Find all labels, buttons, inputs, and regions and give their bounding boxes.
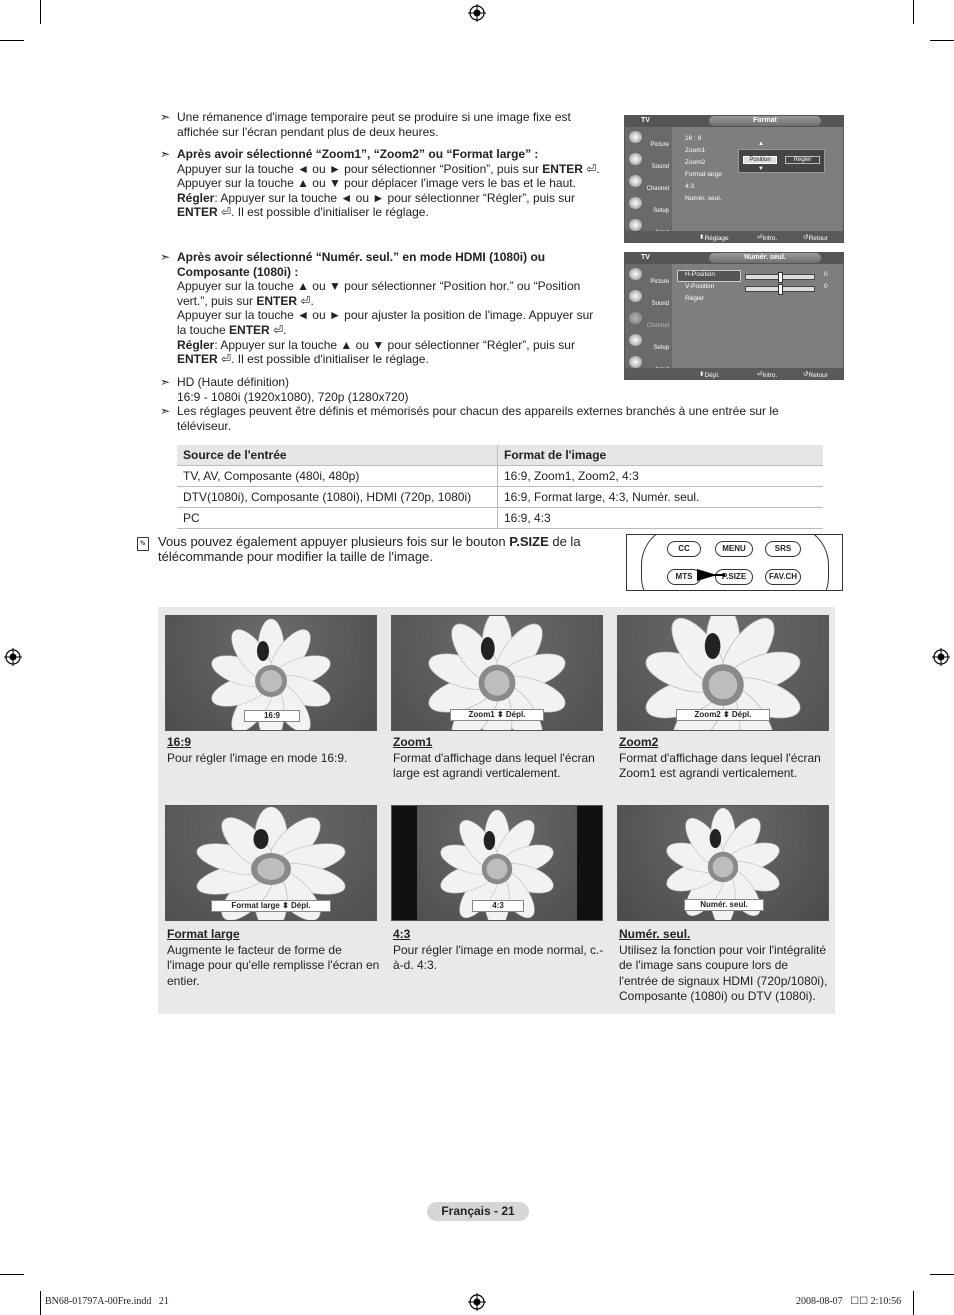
note-hd: ➣ HD (Haute définition) 16:9 - 1080i (1920x1080), 720p (1280x720) <box>160 375 409 404</box>
osd-just-scan-menu: TV Numér. seul. Picture Sound Channel Setup H-Position V-Position Régler 0 0 ⬍ Dépl. ⏎ Intro. ↺ Retour <box>624 252 844 380</box>
caption-zoom1: Zoom1 Format d'affichage dans lequel l'écran large est agrandi verticalement. <box>393 735 595 781</box>
channel-icon <box>629 175 642 187</box>
mode-label: Zoom2 ⬍ Dépl. <box>676 709 770 721</box>
option-position[interactable]: Position <box>743 156 777 164</box>
option-regler[interactable]: Régler <box>785 156 820 164</box>
setup-icon <box>629 334 642 346</box>
note-zoom: ➣ Après avoir sélectionné “Zoom1”, “Zoom2” ou “Format large” : Appuyer sur la touche ◄ ou ► pour sélectionner “Position”, puis sur ENTER ⏎. Appuyer sur la touche ▲ ou ▼ pour déplacer l'image vers le bas et le haut. Régler: Appuyer sur la touche ◄ ou ► pour sélectionner “Régler”, puis sur ENTER ⏎. Il est possible d'initialiser le réglage. <box>160 147 600 220</box>
note-settings: ➣ Les réglages peuvent être définis et mémorisés pour chacun des appareils externes branchés à une entrée sur le téléviseur. <box>160 404 779 433</box>
table-row: PC 16:9, 4:3 <box>177 508 823 529</box>
table-header: Source de l'entrée <box>177 445 498 466</box>
enter-icon: ⏎ <box>300 293 311 308</box>
psize-note: Vous pouvez également appuyer plusieurs fois sur le bouton P.SIZE de la télécommande pour modifier la taille de l'image. <box>158 534 581 564</box>
h-position-label[interactable]: H-Position <box>685 271 715 278</box>
crop-mark <box>0 40 24 41</box>
print-date: 2008-08-07 ☐☐ 2:10:56 <box>796 1296 902 1307</box>
crop-mark <box>913 1291 914 1315</box>
osd-hint-return: ↺ Retour <box>803 234 828 242</box>
h-position-slider[interactable] <box>745 274 815 280</box>
h-position-value: 0 <box>824 271 828 278</box>
registration-mark-icon <box>468 1293 486 1311</box>
preview-numer-seul <box>617 805 829 921</box>
note-just-scan: ➣ Après avoir sélectionné “Numér. seul.” en mode HDMI (1080i) ou Composante (1080i) : Appuyer sur la touche ▲ ou ▼ pour sélectionner “Position hor.” ou “Position vert.”, puis sur ENTER ⏎. Appuyer sur la touche ◄ ou ► pour ajuster la position de l'image. Appuyer sur la touche ENTER ⏎. Régler: Appuyer sur la touche ▲ ou ▼ pour sélectionner “Régler”, puis sur ENTER ⏎. Il est possible d'initialiser le réglage. <box>160 250 594 367</box>
channel-icon <box>629 312 642 324</box>
input-icon <box>629 356 642 368</box>
cc-button[interactable]: CC <box>667 541 701 557</box>
preview-16-9 <box>165 615 377 731</box>
input-icon <box>629 219 642 231</box>
registration-mark-icon <box>4 648 22 666</box>
favch-button[interactable]: FAV.CH <box>765 569 801 585</box>
enter-icon: ⏎ <box>221 205 232 220</box>
caption-zoom2: Zoom2 Format d'affichage dans lequel l'écran Zoom1 est agrandi verticalement. <box>619 735 821 781</box>
registration-mark-icon <box>468 4 486 22</box>
osd-sidebar: Picture Sound Channel Setup <box>625 264 672 368</box>
osd-hint-adjust: ⬍ Réglage <box>699 234 729 242</box>
page-number: Français - 21 <box>427 1202 529 1221</box>
v-position-value: 0 <box>824 283 828 290</box>
caption-16-9: 16:9 Pour régler l'image en mode 16:9. <box>167 735 348 765</box>
mode-label: Zoom1 ⬍ Dépl. <box>450 709 544 721</box>
up-arrow-icon: ▲ <box>758 141 764 147</box>
setup-icon <box>629 197 642 209</box>
crop-mark <box>40 1291 41 1315</box>
osd-hint-move: ⬍ Dépl. <box>699 371 720 379</box>
menu-button[interactable]: MENU <box>715 541 753 557</box>
preview-format-large <box>165 805 377 921</box>
picture-icon <box>629 268 642 280</box>
pointer-arrow-icon <box>697 565 727 585</box>
v-position-slider[interactable] <box>745 286 815 292</box>
osd-format-list: 16 : 9 Zoom1 Zoom2 Format large 4:3 Numér. seul. <box>685 135 722 202</box>
table-row: DTV(1080i), Composante (1080i), HDMI (720p, 1080i) 16:9, Format large, 4:3, Numér. seul. <box>177 487 823 508</box>
preview-4-3 <box>391 805 603 921</box>
mode-label: 16:9 <box>244 710 300 722</box>
format-table <box>177 445 823 529</box>
table-header: Format de l'image <box>498 445 824 466</box>
caption-4-3: 4:3 Pour régler l'image en mode normal, c.-à-d. 4:3. <box>393 927 604 973</box>
crop-mark <box>40 0 41 24</box>
note-afterimage: ➣ Une rémanence d'image temporaire peut se produire si une image fixe est affichée sur l'écran pendant plus de deux heures. <box>160 110 571 139</box>
mode-label: Numér. seul. <box>684 899 764 911</box>
preview-zoom2 <box>617 615 829 731</box>
remote-illustration <box>626 534 843 591</box>
enter-icon: ⏎ <box>273 322 284 337</box>
enter-icon: ⏎ <box>586 161 597 176</box>
v-position-label[interactable]: V-Position <box>685 283 715 290</box>
mts-button[interactable]: MTS <box>667 569 701 585</box>
crop-mark <box>930 40 954 41</box>
note-icon: ✎ <box>137 537 149 551</box>
regler-label[interactable]: Régler <box>685 295 705 302</box>
caption-numer-seul: Numér. seul. Utilisez la fonction pour voir l'intégralité de l'image sans coupure lors de l'entrée de signaux HDMI (720p/1080i), Composante (1080i) ou DTV (1080i). <box>619 927 828 1004</box>
caption-format-large: Format large Augmente le facteur de forme de l'image pour qu'elle remplisse l'écran en entier. <box>167 927 380 988</box>
psize-button[interactable]: P.SIZE <box>715 569 753 585</box>
mode-label: Format large ⬍ Dépl. <box>211 900 331 912</box>
osd-option-box <box>738 141 825 173</box>
osd-footer <box>625 231 843 242</box>
osd-hint-return: ↺ Retour <box>803 371 828 379</box>
file-name: BN68-01797A-00Fre.indd 21 <box>45 1296 169 1307</box>
enter-icon: ⏎ <box>221 352 232 367</box>
sound-icon <box>629 290 642 302</box>
down-arrow-icon: ▼ <box>758 166 764 172</box>
osd-hint-enter: ⏎ Intro. <box>757 234 778 242</box>
osd-sidebar: Picture Sound Channel Setup <box>625 127 672 231</box>
osd-hint-enter: ⏎ Intro. <box>757 371 778 379</box>
registration-mark-icon <box>932 648 950 666</box>
mode-label: 4:3 <box>472 900 524 912</box>
crop-mark <box>930 1274 954 1275</box>
osd-format-menu: TV Format Picture Sound Channel Setup 16 : 9 Zoom1 Zoom2 Format large 4:3 Numér. seul. ▲ Position Régler ▼ ⬍ Réglage ⏎ Intro. ↺ Retour <box>624 115 844 243</box>
table-row: TV, AV, Composante (480i, 480p) 16:9, Zoom1, Zoom2, 4:3 <box>177 466 823 487</box>
osd-footer <box>625 368 843 379</box>
picture-icon <box>629 131 642 143</box>
sound-icon <box>629 153 642 165</box>
preview-zoom1 <box>391 615 603 731</box>
srs-button[interactable]: SRS <box>765 541 801 557</box>
crop-mark <box>913 0 914 24</box>
crop-mark <box>0 1274 24 1275</box>
